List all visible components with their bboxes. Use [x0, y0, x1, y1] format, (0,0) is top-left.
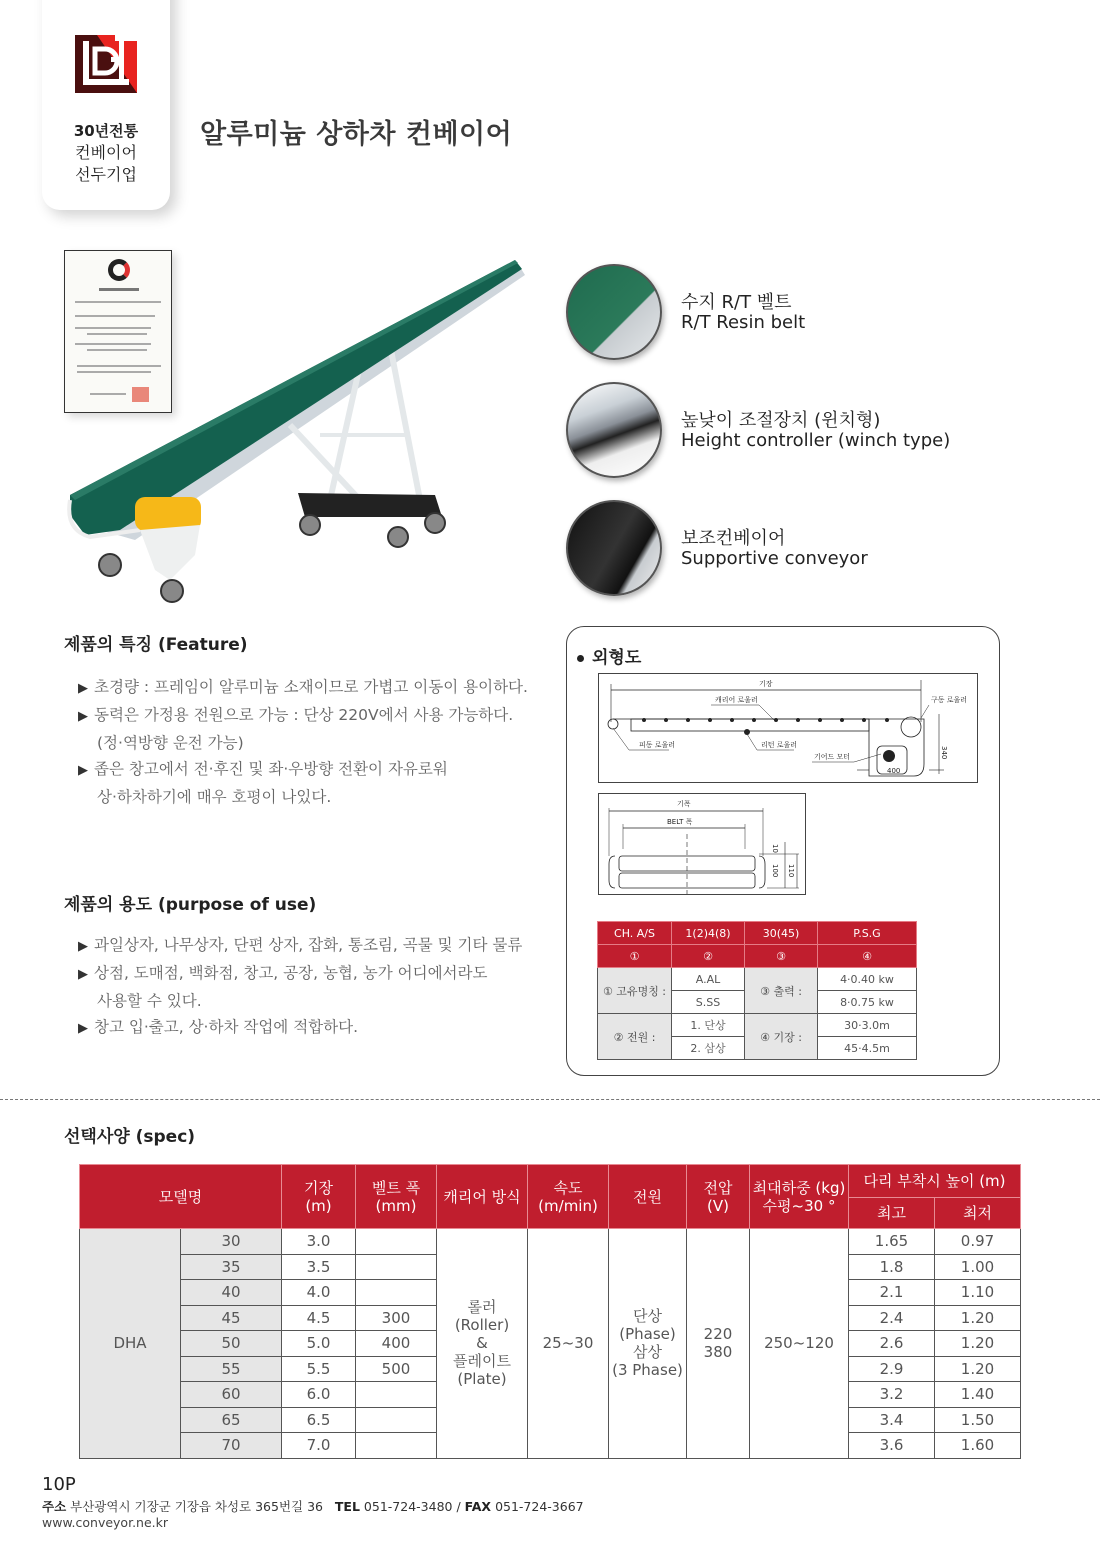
cert-line [90, 393, 126, 395]
speed-cell: 25~30 [528, 1229, 609, 1459]
header-carrier: 캐리어 방식 [437, 1165, 528, 1229]
dim-length-label: 기장 [759, 680, 773, 688]
resin-belt-photo-icon [566, 264, 662, 360]
code-value: 30·3.0m [818, 1014, 917, 1037]
belt-width-cell [356, 1433, 437, 1459]
drive-roller-label: 구동 로울러 [931, 696, 968, 704]
max-load-cell: 250~120 [750, 1229, 849, 1459]
leg-min-cell: 1.40 [935, 1382, 1021, 1408]
feature-label-ko: 수지 R/T 벨트 [681, 292, 792, 313]
bullet-dot-icon [577, 655, 584, 662]
code-value: A.AL [672, 968, 745, 991]
list-item-continued: (정·역방향 운전 가능) [97, 734, 244, 752]
header-length [282, 1165, 356, 1229]
code-header-cell: 1(2)4(8) [672, 922, 745, 945]
voltage-cell-line: 380 [703, 1343, 733, 1362]
website-link[interactable]: www.conveyor.ne.kr [42, 1515, 169, 1530]
header-text: 전압 [703, 1178, 733, 1197]
list-item [78, 932, 522, 960]
header-model: 모델명 [80, 1165, 282, 1229]
spec-table [79, 1164, 1021, 1459]
dim-roller: 100 [771, 864, 779, 878]
leg-min-cell: 1.60 [935, 1433, 1021, 1459]
leg-min-cell: 1.20 [935, 1356, 1021, 1382]
header-text: (V) [707, 1196, 729, 1215]
winch-photo-icon [566, 382, 662, 478]
outline-title-text: 외형도 [592, 648, 642, 668]
feature-height-controller [566, 382, 986, 482]
code-value: 8·0.75 kw [818, 991, 917, 1014]
power-cell-line: (Phase) [619, 1325, 676, 1344]
list-item [78, 674, 528, 702]
list-text: 상점, 도매점, 백화점, 창고, 공장, 농협, 농가 어디에서라도 [94, 964, 488, 982]
cert-stamp-icon [132, 387, 149, 402]
leg-max-cell: 3.6 [849, 1433, 935, 1459]
belt-width-cell: 400 [356, 1331, 437, 1357]
list-item [78, 702, 528, 730]
feature-section-title: 제품의 특징 (Feature) [64, 635, 248, 655]
leg-max-cell: 3.4 [849, 1407, 935, 1433]
list-text: 창고 입·출고, 상·하차 작업에 적합하다. [94, 1018, 359, 1036]
feature-label-ko: 높낮이 조절장치 (윈치형) [681, 410, 881, 431]
header-leg-height: 다리 부착시 높이 (m) [849, 1165, 1021, 1198]
power-cell-line: (3 Phase) [612, 1361, 683, 1380]
carrier-cell-line: & [476, 1334, 488, 1353]
belt-width-cell [356, 1382, 437, 1408]
length-cell: 3.5 [282, 1254, 356, 1280]
dh-logo-icon [75, 35, 137, 93]
code-header-row [598, 922, 917, 945]
page-footer [42, 1474, 584, 1530]
header-belt-width [356, 1165, 437, 1229]
list-item [78, 756, 528, 784]
carrier-cell [437, 1229, 528, 1459]
triangle-bullet-icon: ▶ [78, 763, 88, 778]
feature-resin-belt [566, 264, 986, 364]
length-cell: 6.5 [282, 1407, 356, 1433]
list-item-continued: 상·하차하기에 매우 호평이 나있다. [97, 788, 332, 806]
code-value: 2. 삼상 [672, 1037, 745, 1060]
leg-min-cell: 1.10 [935, 1280, 1021, 1306]
geared-motor-label: 기어드 모터 [814, 753, 851, 761]
leg-min-cell: 1.00 [935, 1254, 1021, 1280]
certificate-image [64, 250, 172, 413]
carrier-cell-line: 플레이트 [453, 1352, 511, 1371]
leg-max-cell: 2.1 [849, 1280, 935, 1306]
model-cell: 65 [181, 1407, 282, 1433]
length-cell: 5.0 [282, 1331, 356, 1357]
cert-line [77, 365, 161, 367]
page-number: 10P [42, 1474, 76, 1495]
belt-width-cell: 500 [356, 1356, 437, 1382]
feature-label-en: R/T Resin belt [681, 312, 806, 333]
cert-line [87, 349, 147, 351]
leg-max-cell: 2.4 [849, 1305, 935, 1331]
code-label: ① 고유명칭 : [598, 968, 672, 1014]
spec-section-title: 선택사양 (spec) [64, 1127, 196, 1147]
model-cell: 40 [181, 1280, 282, 1306]
header-text: 속도 [553, 1178, 583, 1197]
model-cell: 70 [181, 1433, 282, 1459]
cert-line [77, 371, 151, 373]
belt-width-label: BELT 폭 [667, 818, 693, 826]
tel-label: TEL [334, 1499, 360, 1514]
code-header-cell: 30(45) [745, 922, 818, 945]
code-marker-cell: ③ [745, 945, 818, 968]
triangle-bullet-icon: ▶ [78, 967, 88, 982]
cert-emblem-icon [108, 259, 130, 281]
code-marker-row [598, 945, 917, 968]
header-text: 최대하중 (kg) [752, 1178, 846, 1197]
list-text: 좁은 창고에서 전·후진 및 좌·우방향 전환이 자유로워 [94, 760, 448, 778]
carrier-cell-line: (Plate) [457, 1370, 507, 1389]
header-text: (mm) [375, 1196, 417, 1215]
code-marker-cell: ④ [818, 945, 917, 968]
tagline-line: 선두기업 [75, 165, 137, 184]
carrier-cell-line: (Roller) [454, 1316, 510, 1335]
header-max-load [750, 1165, 849, 1229]
purpose-section-title: 제품의 용도 (purpose of use) [64, 895, 317, 915]
code-header-cell: CH. A/S [598, 922, 672, 945]
spec-table-body [80, 1229, 1021, 1459]
header-text: (m/min) [538, 1196, 598, 1215]
length-cell: 6.0 [282, 1382, 356, 1408]
list-text: 초경량 : 프레임이 알루미늄 소재이므로 가볍고 이동이 용이하다. [94, 678, 528, 696]
power-cell-line: 삼상 [633, 1343, 662, 1362]
carrier-cell-line: 롤러 [467, 1298, 497, 1317]
outline-title [577, 643, 641, 668]
belt-width-cell [356, 1280, 437, 1306]
belt-width-cell [356, 1407, 437, 1433]
spec-header-row [80, 1165, 1021, 1198]
tagline-line: 컨베이어 [75, 143, 137, 162]
leg-max-cell: 1.8 [849, 1254, 935, 1280]
dashed-divider [0, 1099, 1100, 1100]
leg-max-cell: 2.6 [849, 1331, 935, 1357]
power-cell-line: 단상 [633, 1307, 662, 1326]
code-value: S.SS [672, 991, 745, 1014]
code-label: ④ 기장 : [745, 1014, 818, 1060]
triangle-bullet-icon: ▶ [78, 681, 88, 696]
header-text: (m) [305, 1196, 332, 1215]
code-header-cell: P.S.G [818, 922, 917, 945]
series-cell: DHA [80, 1229, 181, 1459]
model-cell: 35 [181, 1254, 282, 1280]
purpose-list [78, 932, 522, 1042]
list-item [78, 1014, 522, 1042]
header-leg-max: 최고 [849, 1198, 935, 1229]
side-view-drawing [598, 673, 978, 783]
length-cell: 4.5 [282, 1305, 356, 1331]
code-row [598, 968, 917, 991]
leg-min-cell: 1.20 [935, 1331, 1021, 1357]
code-marker-cell: ② [672, 945, 745, 968]
brand-tagline [42, 120, 170, 186]
header-text: 수평~30 ° [762, 1196, 836, 1215]
triangle-bullet-icon: ▶ [78, 709, 88, 724]
code-marker-cell: ① [598, 945, 672, 968]
footer-address: 주소 부산광역시 기장군 기장읍 차성로 365번길 36 TEL 051-724-3480 / FAX 051-724-3667 [42, 1499, 584, 1514]
feature-list [78, 674, 528, 810]
length-cell: 7.0 [282, 1433, 356, 1459]
header-voltage [687, 1165, 750, 1229]
model-code-table [597, 921, 917, 1060]
frame-width-label: 기폭 [677, 800, 691, 808]
header-power: 전원 [609, 1165, 687, 1229]
carrier-roller-label: 캐리어 로울러 [715, 696, 758, 704]
dim-height: 340 [940, 746, 948, 760]
triangle-bullet-icon: ▶ [78, 1021, 88, 1036]
supportive-conveyor-photo-icon [566, 500, 662, 596]
model-cell: 60 [181, 1382, 282, 1408]
feature-label-en: Height controller (winch type) [681, 430, 951, 451]
return-roller-label: 리턴 로울러 [761, 741, 798, 749]
cert-line [75, 315, 155, 317]
voltage-cell [687, 1229, 750, 1459]
cert-line [99, 288, 139, 291]
leg-max-cell: 1.65 [849, 1229, 935, 1255]
leg-min-cell: 1.50 [935, 1407, 1021, 1433]
code-row [598, 1014, 917, 1037]
leg-min-cell: 1.20 [935, 1305, 1021, 1331]
list-item-continued: 사용할 수 있다. [97, 992, 202, 1010]
code-label: ③ 출력 : [745, 968, 818, 1014]
model-cell: 45 [181, 1305, 282, 1331]
page-title: 알루미늄 상하차 컨베이어 [200, 119, 513, 150]
leg-min-cell: 0.97 [935, 1229, 1021, 1255]
list-text: 동력은 가정용 전원으로 가능 : 단상 220V에서 사용 가능하다. [94, 706, 514, 724]
power-cell [609, 1229, 687, 1459]
list-item [78, 960, 522, 988]
leg-max-cell: 2.9 [849, 1356, 935, 1382]
belt-width-cell [356, 1254, 437, 1280]
code-value: 4·0.40 kw [818, 968, 917, 991]
list-text: 과일상자, 나무상자, 단편 상자, 잡화, 통조림, 곡물 및 기타 물류 [94, 936, 523, 954]
cross-section-drawing [598, 793, 806, 895]
address-text: 부산광역시 기장군 기장읍 차성로 365번길 36 [70, 1499, 323, 1514]
dim-top: 10 [771, 844, 779, 853]
belt-width-cell: 300 [356, 1305, 437, 1331]
dim-width: 400 [887, 767, 901, 775]
header-speed [528, 1165, 609, 1229]
cert-line [75, 301, 161, 303]
table-row [80, 1229, 1021, 1255]
code-label: ② 전원 : [598, 1014, 672, 1060]
cert-line [75, 327, 151, 329]
code-value: 1. 단상 [672, 1014, 745, 1037]
length-cell: 5.5 [282, 1356, 356, 1382]
code-value: 45·4.5m [818, 1037, 917, 1060]
header-text: 기장 [304, 1178, 333, 1197]
tel-text: 051-724-3480 [363, 1499, 453, 1514]
model-cell: 50 [181, 1331, 282, 1357]
length-cell: 4.0 [282, 1280, 356, 1306]
outline-drawing-panel [566, 626, 1000, 1076]
voltage-cell-line: 220 [703, 1325, 733, 1344]
address-label: 주소 [42, 1499, 67, 1514]
length-cell: 3.0 [282, 1229, 356, 1255]
header-leg-min: 최저 [935, 1198, 1021, 1229]
tail-roller-label: 피동 로울러 [639, 741, 676, 749]
tagline-line: 30년전통 [73, 122, 139, 140]
header-text: 벨트 폭 [371, 1178, 421, 1197]
feature-label-en: Supportive conveyor [681, 548, 868, 569]
feature-supportive-conveyor [566, 500, 986, 600]
model-cell: 30 [181, 1229, 282, 1255]
brand-logo-tab [42, 0, 170, 210]
cert-line [87, 333, 147, 335]
leg-max-cell: 3.2 [849, 1382, 935, 1408]
fax-text: 051-724-3667 [495, 1499, 584, 1514]
cert-line [75, 343, 151, 345]
dim-total: 110 [787, 864, 795, 878]
triangle-bullet-icon: ▶ [78, 939, 88, 954]
belt-width-cell [356, 1229, 437, 1255]
model-cell: 55 [181, 1356, 282, 1382]
fax-label: FAX [464, 1499, 492, 1514]
feature-label-ko: 보조컨베이어 [681, 528, 786, 549]
